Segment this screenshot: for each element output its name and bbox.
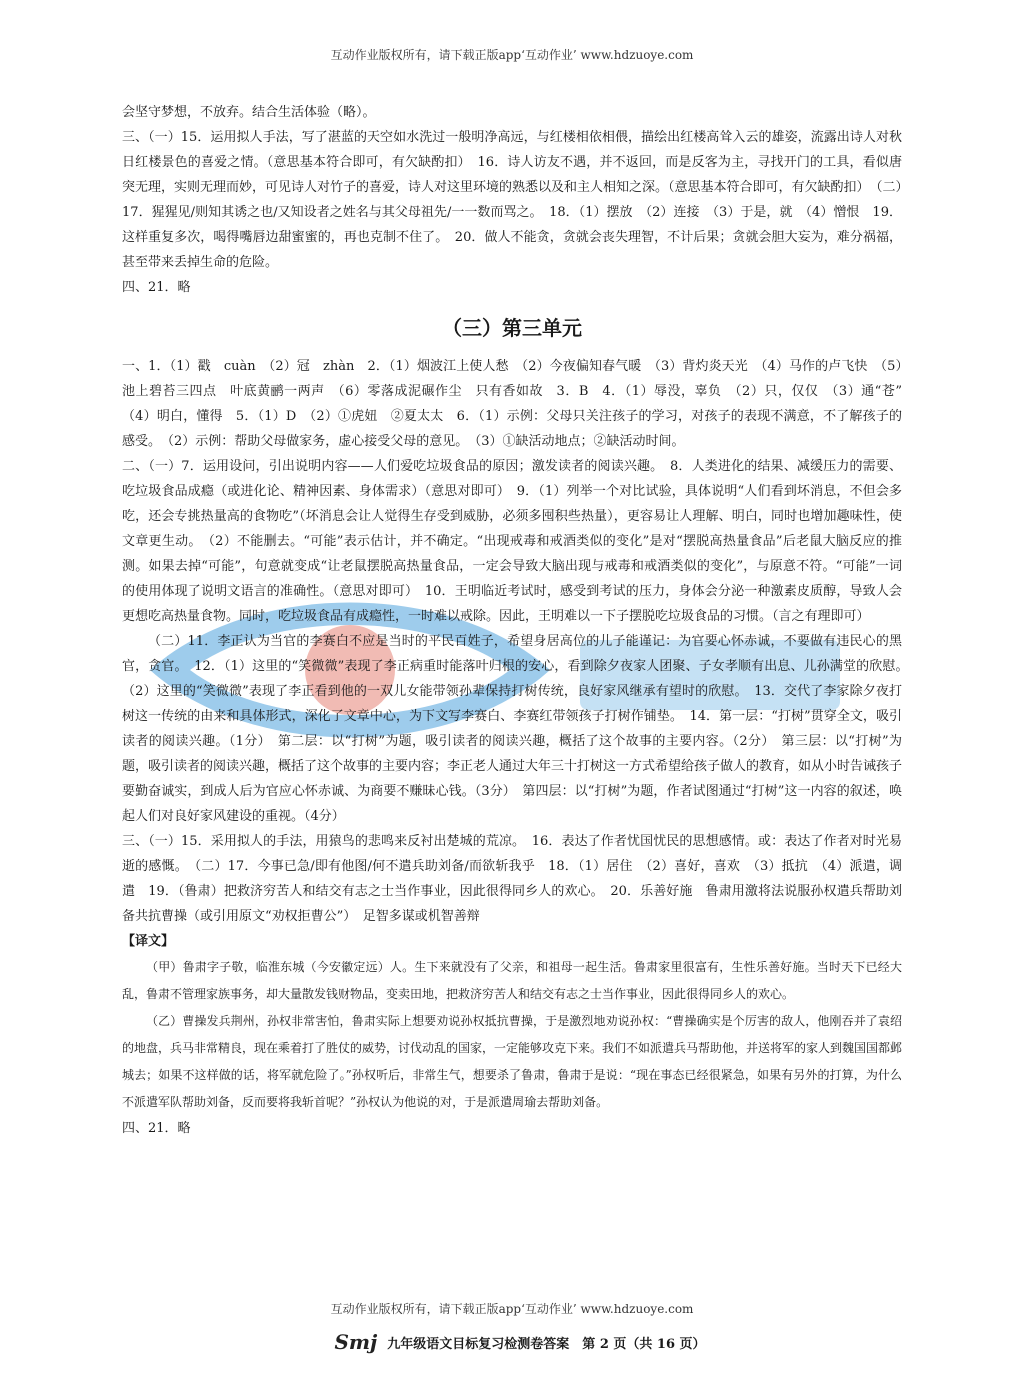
bottom-copyright-banner: 互动作业版权所有，请下载正版app‘互动作业’ www.hdzuoye.com (330, 1302, 694, 1316)
text-line: 四、21．略 (122, 280, 191, 295)
answer-content (122, 100, 916, 1141)
translation-paragraph: （甲）鲁肃字子敬，临淮东城（今安徽定远）人。生下来就没有了父亲，和祖母一起生活。鲁肃家里很富有，生性乐善好施。当时天下已经大乱，鲁肃不管理家族事务，却大量散发钱财物品，变卖田地，把救济穷苦人和结交有志之士当作事业，因此很得同乡人的欢心。 (122, 960, 902, 1001)
translation-paragraph: （乙）曹操发兵荆州，孙权非常害怕，鲁肃实际上想要劝说孙权抵抗曹操，于是激烈地劝说孙权：“曹操确实是个厉害的敌人，他刚吞并了袁绍的地盘，兵马非常精良，现在乘着打了胜仗的威势，讨伐动乱的国家，一定能够攻克下来。我们不如派遣兵马帮助他，并送将军的家人到魏国国都邺城去；如果不这样做的话，将军就危险了。”孙权听后，非常生气，想要杀了鲁肃，鲁肃于是说：“现在事态已经很紧急，如果有另外的打算，为什么不派遣军队帮助刘备，反而要将我斩首呢？”孙权认为他说的对，于是派遣周瑜去帮助刘备。 (122, 1014, 903, 1109)
translation-label: 【译文】 (122, 934, 175, 949)
section-title: （三）第三单元 (442, 316, 582, 340)
text-line: 会坚守梦想，不放弃。结合生活体验（略）。 (122, 105, 376, 120)
publisher-logo: Smj (334, 1330, 378, 1354)
text-line: （二）11．李正认为当官的李赛白不应是当时的平民百姓子，希望身居高位的儿子能谨记：为官要心怀赤诚，不要做有违民心的黑官，贪官。 12．（1）这里的“笑微微”表现了李正病重时能落叶归根的安心，看到除夕夜家人团聚、子女孝顺有出息、儿孙满堂的欣慰。 （2）这里的“笑微微”表现了李正看到他的一双儿女能带领孙辈保持打树传统，良好家风继承有望时的欣慰。 13．交代了李家除夕夜打树这一传统的由来和具体形式，深化了文章中心，为下文写李赛白、李赛红带领孩子打树作铺垫。 14．第一层：“打树”贯穿全文，吸引读者的阅读兴趣。（1分） 第二层：以“打树”为题，吸引读者的阅读兴趣，概括了这个故事的主要内容。（2分） 第三层：以“打树”为题，吸引读者的阅读兴趣，概括了这个故事的主要内容；李正老人通过大年三十打树这一方式希望给孩子做人的教育，如从小时告诫孩子要勤奋诚实，到成人后为官应心怀赤诚、为商要不赚昧心钱。（3分） 第四层：以“打树”为题，作者试图通过“打树”这一内容的叙述，唤起人们对良好家风建设的重视。（4分） (122, 634, 916, 824)
text-line: 二、（一）7．运用设问，引出说明内容——人们爱吃垃圾食品的原因；激发读者的阅读兴趣。 8．人类进化的结果、减缓压力的需要、吃垃圾食品成瘾（或进化论、精神因素、身体需求）（意思对即可） 9．（1）列举一个对比试验，具体说明“人们看到坏消息，不但会多吃，还会专挑热量高的食物吃”（坏消息会让人觉得生存受到威胁，必须多囤积些热量），更容易让人理解、明白，同时也增加趣味性，使文章更生动。 （2）不能删去。“可能”表示估计，并不确定。“出现戒毒和戒酒类似的变化”是对“摆脱高热量食品”后老鼠大脑反应的推测。如果去掉“可能”，句意就变成“让老鼠摆脱高热量食品，一定会导致大脑出现与戒毒和戒酒类似的变化”，与原意不符。“可能”一词的使用体现了说明文语言的准确性。（意思对即可） 10．王明临近考试时，感受到考试的压力，身体会分泌一种激素皮质醇，导致人会更想吃高热量食物。同时，吃垃圾食品有成瘾性，一时难以戒除。因此，王明难以一下子摆脱吃垃圾食品的习惯。（言之有理即可） (122, 459, 902, 624)
text-line: 四、21．略 (122, 1121, 191, 1136)
page-info: 九年级语文目标复习检测卷答案 第 2 页（共 16 页） (387, 1336, 706, 1352)
text-line: 三、（一）15．运用拟人手法，写了湛蓝的天空如水洗过一般明净高远，与红楼相依相偎，描绘出红楼高耸入云的雄姿，流露出诗人对秋日红楼景色的喜爱之情。（意思基本符合即可，有欠缺酌扣） 16．诗人访友不遇，并不返回，而是反客为主，寻找开门的工具，看似唐突无理，实则无理而妙，可见诗人对竹子的喜爱，诗人对这里环境的熟悉以及和主人相知之深。（意思基本符合即可，有欠缺酌扣） （二）17．猩猩见/则知其诱之也/又知设者之姓名与其父母祖先/一一数而骂之。 18．（1）摆放 （2）连接 （3）于是，就 （4）憎恨 19．这样重复多次，喝得嘴唇边甜蜜蜜的，再也克制不住了。 20．做人不能贪，贪就会丧失理智，不计后果；贪就会胆大妄为，难分祸福，甚至带来丢掉生命的危险。 (122, 130, 903, 270)
translation-block (122, 954, 902, 1116)
top-copyright-banner: 互动作业版权所有，请下载正版app‘互动作业’ www.hdzuoye.com (330, 48, 694, 62)
text-line: 一、1．（1）戳 cuàn （2）冠 zhàn 2．（1）烟波江上使人愁 （2）今夜偏知春气暖 （3）背灼炎天光 （4）马作的卢飞快 （5）池上碧苔三四点 叶底黄鹂一两声 （6）零落成泥碾作尘 只有香如故 3．B 4．（1）辱没，辜负 （2）只，仅仅 （3）通“苍” （4）明白，懂得 5．（1）D （2）①虎妞 ②夏太太 6．（1）示例：父母只关注孩子的学习，对孩子的表现不满意，不了解孩子的感受。 （2）示例：帮助父母做家务，虚心接受父母的意见。 （3）①缺活动地点；②缺活动时间。 (122, 359, 916, 449)
page-footer (280, 1327, 760, 1357)
text-line: 三、（一）15．采用拟人的手法，用猿鸟的悲鸣来反衬出楚城的荒凉。 16．表达了作者忧国忧民的思想感情。或：表达了作者对时光易逝的感慨。 （二）17．今事已急/即有他图/何不遣兵助刘备/而欲斩我乎 18．（1）居住 （2）喜好，喜欢 （3）抵抗 （4）派遣，调遣 19．（鲁肃）把救济穷苦人和结交有志之士当作事业，因此很得同乡人的欢心。 20．乐善好施 鲁肃用激将法说服孙权遣兵帮助刘备共抗曹操（或引用原文“劝权拒曹公”） 足智多谋或机智善辩 (122, 834, 902, 924)
